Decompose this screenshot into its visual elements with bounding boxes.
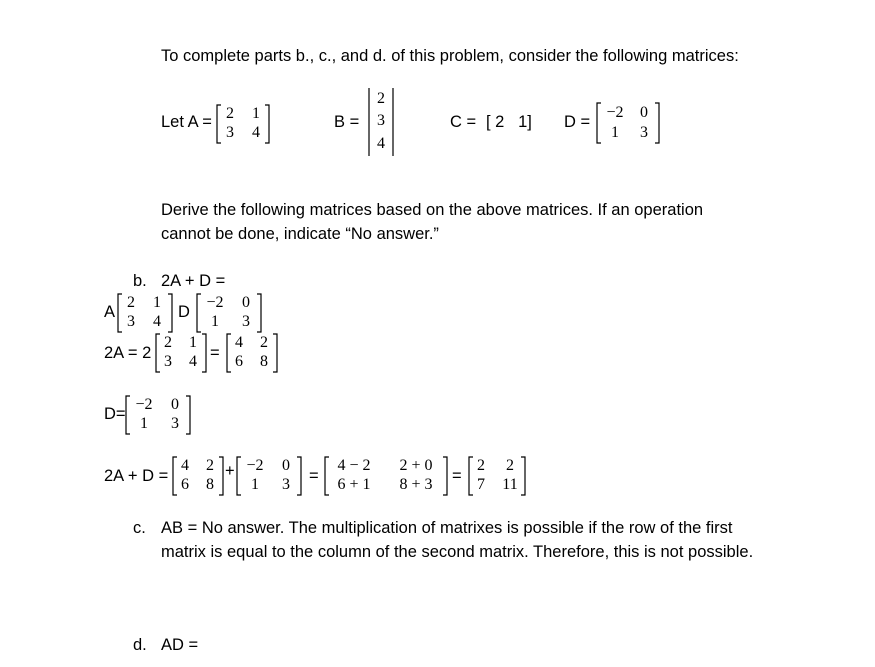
part-b-two-a-matrix [155,333,207,373]
matrix-cell: 2 + 0 [399,457,433,474]
matrix-cell: 4 − 2 [337,457,371,474]
part-b-two-a-result [226,333,278,373]
matrix-cell: −2 [206,294,224,311]
matrix-cell: 7 [477,476,485,493]
part-b-result-matrix [468,456,526,496]
matrix-d-cell: 0 [640,104,648,121]
part-b-d-label: D [178,303,190,321]
part-b-sum-two-a [172,456,224,496]
part-b-d-alone-label: D= [104,405,126,423]
matrix-a [216,104,270,144]
part-b-d-alone-matrix [125,395,191,435]
matrix-a-label: Let A = [161,113,212,131]
intro-text: To complete parts b., c., and d. of this problem, consider the following matrices: [161,47,739,65]
part-b-equals: = [210,344,220,362]
matrix-d-cell: 3 [640,124,648,141]
part-b-sum-d [236,456,302,496]
part-b-plus: + [225,462,235,480]
part-d-heading: AD = [161,636,199,654]
part-b-a-label: A [104,303,116,321]
matrix-cell: 3 [164,353,172,370]
matrix-cell: 3 [127,313,135,330]
matrix-a-cell: 2 [226,105,234,122]
part-c-line-1: AB = No answer. The multiplication of matrixes is possible if the row of the first [161,519,733,537]
matrix-cell: 8 [260,353,268,370]
matrix-cell: 1 [189,334,197,351]
matrix-cell: 4 [153,313,161,330]
matrix-cell: 1 [153,294,161,311]
matrix-cell: 2 [260,334,268,351]
matrix-cell: −2 [135,396,153,413]
instructions-line-2: cannot be done, indicate “No answer.” [161,225,439,243]
matrix-cell: 0 [171,396,179,413]
part-c-marker: c. [133,519,146,537]
matrix-cell: 4 [189,353,197,370]
matrix-b-label: B = [334,113,360,131]
matrix-cell: 2 [477,457,485,474]
part-b-equals-3: = [452,467,462,485]
matrix-cell: 0 [282,457,290,474]
part-b-equals-2: = [309,467,319,485]
matrix-cell: 3 [171,415,179,432]
matrix-cell: 1 [211,313,219,330]
part-c-line-2: matrix is equal to the column of the second matrix. Therefore, this is not possible. [161,543,754,561]
matrix-a-cell: 3 [226,124,234,141]
matrix-cell: 4 [235,334,243,351]
matrix-b-cell: 3 [377,112,385,129]
matrix-cell: 3 [282,476,290,493]
part-b-sum-label: 2A + D = [104,467,169,485]
matrix-d [596,102,660,144]
part-b-marker: b. [133,272,147,290]
matrix-cell: 2 [164,334,172,351]
instructions-line-1: Derive the following matrices based on the above matrices. If an operation [161,201,704,219]
matrix-cell: 2 [206,457,214,474]
part-d-marker: d. [133,636,147,654]
matrix-cell: −2 [246,457,264,474]
matrix-a-cell: 4 [252,124,260,141]
matrix-cell: 6 [235,353,243,370]
matrix-cell: 3 [242,313,250,330]
matrix-cell: 2 [506,457,514,474]
matrix-cell: 8 [206,476,214,493]
part-b-expression-matrix [324,456,448,496]
matrix-cell: 11 [502,476,518,493]
matrix-c: [ 2 1] [486,113,532,131]
matrix-cell: 0 [242,294,250,311]
part-b-matrix-d [196,293,262,333]
matrix-cell: 1 [140,415,148,432]
matrix-d-label: D = [564,113,591,131]
part-b-matrix-a [117,293,173,333]
part-b-two-a-label: 2A = 2 [104,344,152,362]
matrix-b-cell: 2 [377,90,385,107]
matrix-cell: 6 + 1 [337,476,371,493]
matrix-cell: 2 [127,294,135,311]
part-b-heading: 2A + D = [161,272,226,290]
matrix-d-cell: −2 [606,104,624,121]
matrix-d-cell: 1 [611,124,619,141]
matrix-cell: 6 [181,476,189,493]
matrix-b [368,88,394,156]
matrix-cell: 8 + 3 [399,476,433,493]
matrix-c-label: C = [450,113,477,131]
matrix-a-cell: 1 [252,105,260,122]
matrix-cell: 1 [251,476,259,493]
matrix-cell: 4 [181,457,189,474]
matrix-b-cell: 4 [377,135,385,152]
